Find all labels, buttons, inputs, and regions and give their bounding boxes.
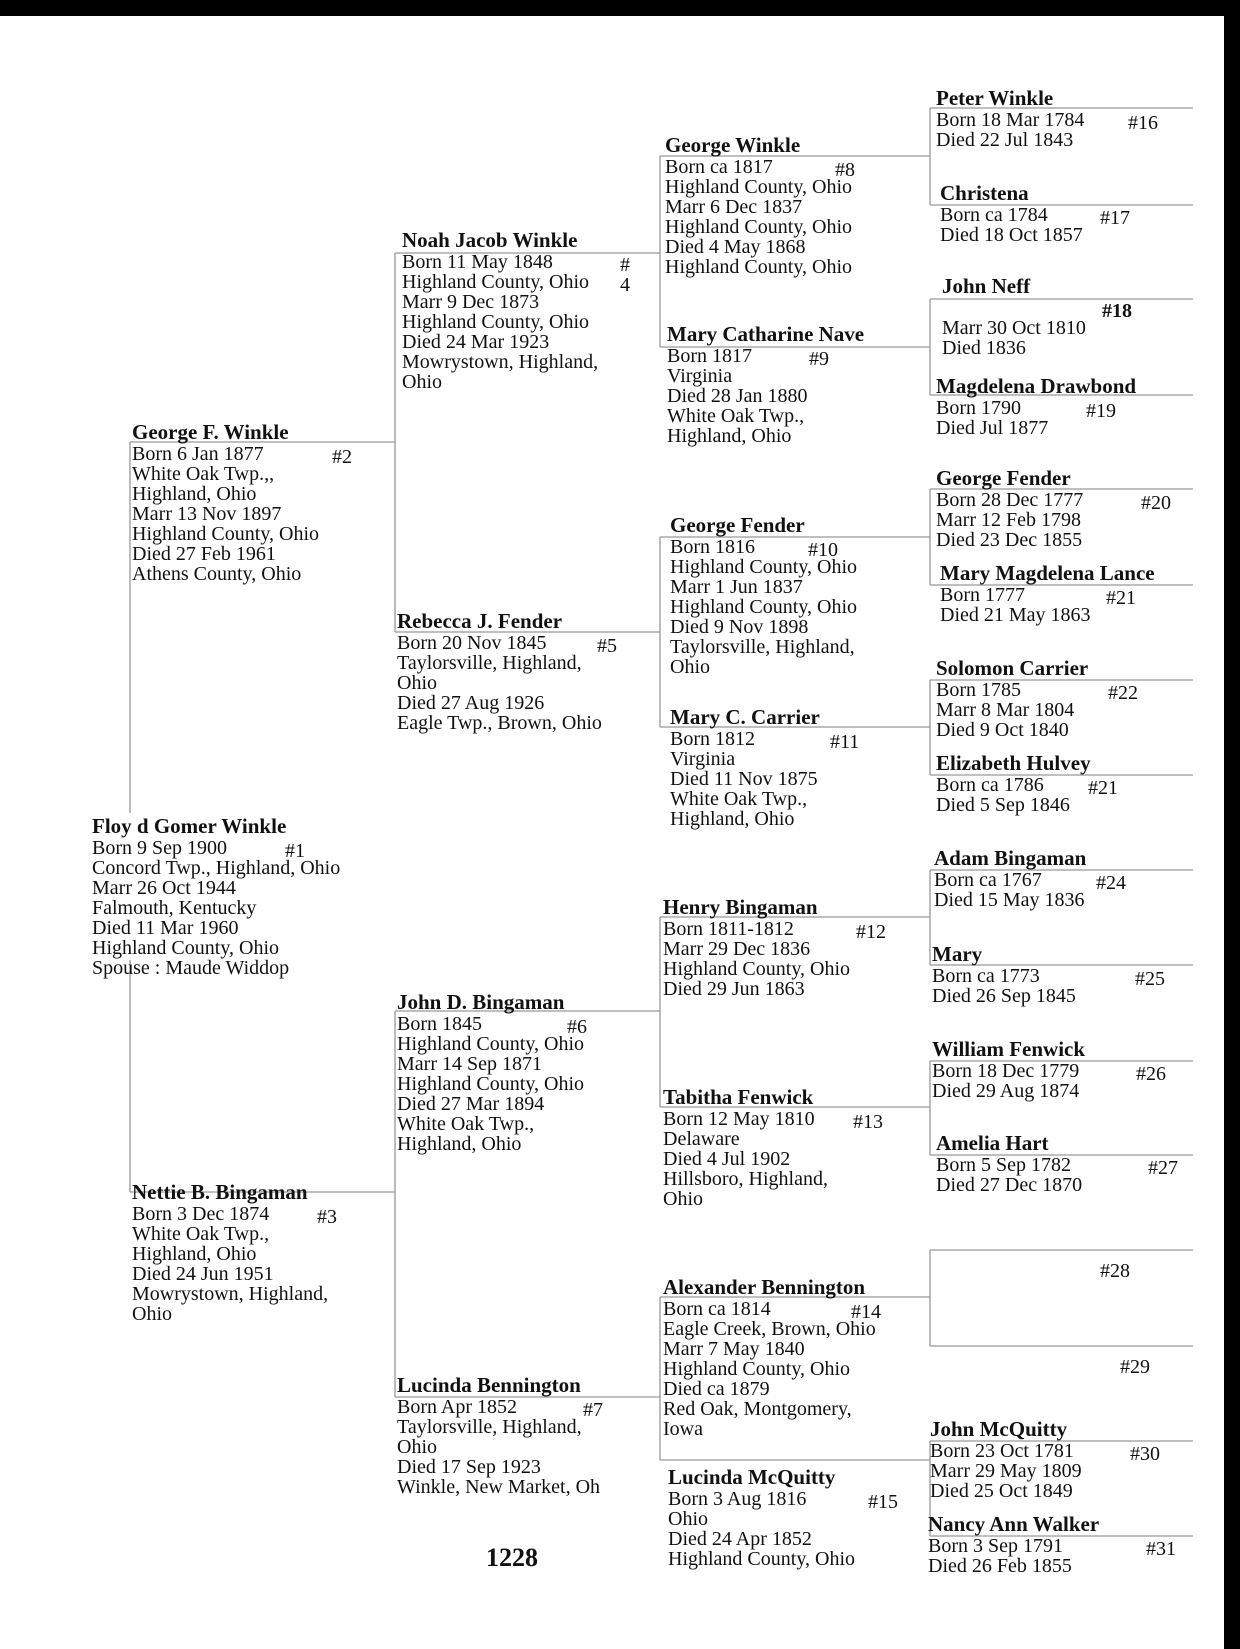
person-detail: Marr 14 Sep 1871 [397, 1053, 542, 1075]
ahnentafel-number: #12 [856, 921, 886, 943]
person-detail: Died 9 Nov 1898 [670, 616, 809, 638]
person-detail: Born 18 Dec 1779 [932, 1060, 1080, 1082]
person-detail: Born Apr 1852 [397, 1396, 517, 1418]
person-detail: Died 24 Mar 1923 [402, 331, 550, 353]
person-detail: Mowrystown, Highland, [132, 1283, 329, 1305]
ahnentafel-number: #19 [1086, 400, 1116, 422]
person-detail: Marr 8 Mar 1804 [936, 699, 1075, 721]
person-name: Tabitha Fenwick [663, 1085, 814, 1109]
person-name: Amelia Hart [936, 1131, 1049, 1155]
person-detail: Virginia [667, 365, 733, 387]
person-detail: Marr 6 Dec 1837 [665, 196, 803, 218]
person-name: Adam Bingaman [934, 846, 1087, 870]
person-detail: Born 28 Dec 1777 [936, 489, 1084, 511]
person-detail: Born 1811-1812 [663, 918, 794, 940]
person-1 [92, 814, 340, 978]
person-detail: Died 17 Sep 1923 [397, 1456, 541, 1478]
ahnentafel-number: #24 [1096, 872, 1126, 894]
person-detail: Marr 26 Oct 1944 [92, 877, 236, 899]
person-name: Christena [940, 181, 1029, 205]
person-name: John D. Bingaman [397, 990, 565, 1014]
person-name: George Fender [936, 466, 1071, 490]
person-detail: Died 11 Nov 1875 [670, 768, 818, 790]
person-detail: White Oak Twp., [132, 1223, 270, 1245]
person-detail: Ohio [663, 1188, 703, 1210]
person-detail: Died 11 Mar 1960 [92, 917, 239, 939]
person-detail: Marr 29 Dec 1836 [663, 938, 811, 960]
person-detail: Marr 12 Feb 1798 [936, 509, 1081, 531]
person-detail: Born ca 1767 [934, 869, 1042, 891]
ahnentafel-number: #20 [1141, 492, 1171, 514]
person-detail: Red Oak, Montgomery, [663, 1398, 852, 1420]
ahnentafel-number: #6 [567, 1016, 587, 1038]
person-name: Elizabeth Hulvey [936, 751, 1091, 775]
person-detail: Eagle Twp., Brown, Ohio [397, 712, 602, 734]
person-11 [670, 705, 860, 830]
person-26 [932, 1037, 1166, 1102]
person-detail: Highland, Ohio [397, 1133, 522, 1155]
ahnentafel-number: #21 [1106, 587, 1136, 609]
person-detail: Died 22 Jul 1843 [936, 129, 1074, 151]
person-10 [670, 513, 857, 677]
person-name: Magdelena Drawbond [936, 374, 1137, 398]
person-detail: Born 3 Sep 1791 [928, 1535, 1063, 1557]
person-detail: Died 26 Sep 1845 [932, 985, 1076, 1007]
person-name: Solomon Carrier [936, 656, 1089, 680]
person-detail: Died 21 May 1863 [940, 604, 1091, 626]
person-name: Rebecca J. Fender [397, 609, 563, 633]
person-detail: Hillsboro, Highland, [663, 1168, 828, 1190]
person-name: Nettie B. Bingaman [132, 1180, 308, 1204]
person-detail: Born 1812 [670, 728, 755, 750]
person-detail: Spouse : Maude Widdop [92, 957, 290, 979]
person-detail: Born ca 1773 [932, 965, 1040, 987]
ahnentafel-number: #11 [830, 731, 860, 753]
person-detail: Ohio [132, 1303, 172, 1325]
person-name: George Winkle [665, 133, 801, 157]
person-detail: Died 26 Feb 1855 [928, 1555, 1072, 1577]
person-detail: Marr 13 Nov 1897 [132, 503, 282, 525]
ahnentafel-number: #2 [332, 446, 352, 468]
person-detail [942, 298, 1086, 318]
person-7 [397, 1373, 603, 1498]
person-detail: Highland County, Ohio [670, 596, 858, 618]
person-detail: Highland County, Ohio [663, 958, 851, 980]
person-detail: Born 6 Jan 1877 [132, 443, 264, 465]
person-detail: Highland County, Ohio [132, 523, 320, 545]
person-name: William Fenwick [932, 1037, 1086, 1061]
person-31 [928, 1512, 1176, 1577]
person-detail: Died Jul 1877 [936, 417, 1049, 439]
person-detail: Died 23 Dec 1855 [936, 529, 1083, 551]
person-detail: White Oak Twp., [397, 1113, 535, 1135]
person-12 [663, 895, 886, 1000]
person-6 [397, 990, 587, 1155]
person-detail: Marr 9 Dec 1873 [402, 291, 540, 313]
person-detail: Died 25 Oct 1849 [930, 1480, 1073, 1502]
person-detail: Born 1790 [936, 397, 1021, 419]
person-detail: Died 1836 [942, 337, 1026, 359]
ahnentafel-number: #10 [808, 539, 838, 561]
ahnentafel-number: #13 [853, 1111, 883, 1133]
person-detail: Ohio [670, 656, 710, 678]
person-detail: Mowrystown, Highland, [402, 351, 599, 373]
person-9 [667, 322, 864, 446]
ahnentafel-number: #14 [851, 1301, 881, 1323]
person-name: George F. Winkle [132, 420, 289, 444]
person-detail: Died 4 Jul 1902 [663, 1148, 791, 1170]
person-25 [932, 942, 1165, 1007]
person-detail: Ohio [668, 1508, 708, 1530]
person-17 [940, 181, 1130, 246]
person-name: Noah Jacob Winkle [402, 228, 578, 252]
ahnentafel-number: #25 [1135, 968, 1165, 990]
person-detail: Highland County, Ohio [670, 556, 858, 578]
person-name: George Fender [670, 513, 805, 537]
person-name: Nancy Ann Walker [928, 1512, 1100, 1536]
person-detail: Ohio [397, 672, 437, 694]
person-21 [940, 561, 1155, 625]
person-detail: Iowa [663, 1418, 703, 1440]
person-name: Lucinda McQuitty [668, 1465, 836, 1489]
page-number: 1228 [486, 1543, 538, 1572]
person-detail: Highland County, Ohio [665, 216, 853, 238]
person-22 [936, 656, 1138, 741]
person-detail: Died 18 Oct 1857 [940, 224, 1083, 246]
person-detail: Died 24 Apr 1852 [668, 1528, 812, 1550]
person-8 [665, 133, 855, 278]
person-name: Alexander Bennington [663, 1275, 866, 1299]
person-15 [668, 1465, 898, 1570]
ahnentafel-number-28: #28 [1100, 1260, 1130, 1282]
person-detail: Died 9 Oct 1840 [936, 719, 1069, 741]
person-detail: Born ca 1786 [936, 774, 1044, 796]
ahnentafel-number-29: #29 [1120, 1356, 1150, 1378]
person-name: Mary [932, 942, 983, 966]
person-4 [402, 228, 630, 393]
person-detail: Died 27 Feb 1961 [132, 543, 276, 565]
person-detail: Born ca 1817 [665, 156, 773, 178]
person-detail: Taylorsville, Highland, [670, 636, 855, 658]
person-name: Mary Catharine Nave [667, 322, 865, 346]
person-detail: Died 29 Jun 1863 [663, 978, 805, 1000]
person-detail: Died 24 Jun 1951 [132, 1263, 274, 1285]
person-detail: Athens County, Ohio [132, 563, 302, 585]
ahnentafel-number: #17 [1100, 207, 1130, 229]
person-name: John Neff [942, 274, 1031, 298]
person-detail: Ohio [402, 371, 442, 393]
person-name: Peter Winkle [936, 86, 1054, 110]
person-detail: Born 1845 [397, 1013, 482, 1035]
person-detail: Marr 29 May 1809 [930, 1460, 1082, 1482]
person-3 [132, 1180, 337, 1325]
person-16 [936, 86, 1158, 151]
ahnentafel-number: #7 [583, 1399, 603, 1421]
person-24 [934, 846, 1126, 911]
ahnentafel-number: #31 [1146, 1538, 1176, 1560]
ahnentafel-number: #3 [317, 1206, 337, 1228]
ahnentafel-number: # 4 [620, 254, 630, 296]
person-detail: Marr 7 May 1840 [663, 1338, 805, 1360]
ahnentafel-number: #16 [1128, 112, 1158, 134]
person-detail: White Oak Twp.,, [132, 463, 275, 485]
person-detail: Highland County, Ohio [92, 937, 280, 959]
person-detail: Born 1817 [667, 345, 752, 367]
person-detail: Taylorsville, Highland, [397, 652, 582, 674]
person-detail: Highland County, Ohio [665, 176, 853, 198]
person-name: Lucinda Bennington [397, 1373, 581, 1397]
ahnentafel-number: #9 [809, 348, 829, 370]
person-2 [132, 420, 352, 585]
person-name: Henry Bingaman [663, 895, 818, 919]
person-detail: Born 3 Dec 1874 [132, 1203, 270, 1225]
person-detail: Died 29 Aug 1874 [932, 1080, 1080, 1102]
ahnentafel-number: #18 [1102, 300, 1132, 322]
person-name: Mary C. Carrier [670, 705, 820, 729]
ahnentafel-number: #26 [1136, 1063, 1166, 1085]
person-detail: Died 27 Mar 1894 [397, 1093, 545, 1115]
person-detail: Born 18 Mar 1784 [936, 109, 1085, 131]
person-detail: Marr 1 Jun 1837 [670, 576, 803, 598]
person-detail: Ohio [397, 1436, 437, 1458]
person-detail: Born 23 Oct 1781 [930, 1440, 1074, 1462]
person-19 [936, 374, 1136, 438]
person-18 [942, 274, 1132, 359]
person-detail: Died 15 May 1836 [934, 889, 1085, 911]
person-30 [930, 1417, 1160, 1502]
ahnentafel-number: #30 [1130, 1443, 1160, 1465]
person-detail: Born 20 Nov 1845 [397, 632, 547, 654]
person-detail: Eagle Creek, Brown, Ohio [663, 1318, 876, 1340]
person-detail: Taylorsville, Highland, [397, 1416, 582, 1438]
person-detail: Born 3 Aug 1816 [668, 1488, 807, 1510]
person-detail: Died 5 Sep 1846 [936, 794, 1070, 816]
person-5 [397, 609, 617, 734]
person-name: John McQuitty [930, 1417, 1068, 1441]
person-detail: Highland County, Ohio [402, 271, 590, 293]
person-detail: Highland County, Ohio [665, 256, 853, 278]
ahnentafel-number: #22 [1108, 682, 1138, 704]
person-detail: Died ca 1879 [663, 1378, 770, 1400]
person-detail: Died 27 Aug 1926 [397, 692, 545, 714]
person-detail: Born ca 1784 [940, 204, 1048, 226]
person-detail: Born ca 1814 [663, 1298, 771, 1320]
person-detail: Virginia [670, 748, 736, 770]
person-detail: Highland, Ohio [667, 425, 792, 447]
ahnentafel-number: #21 [1088, 777, 1118, 799]
person-detail: Concord Twp., Highland, Ohio [92, 857, 341, 879]
person-detail: Born 9 Sep 1900 [92, 837, 227, 859]
person-detail: Highland, Ohio [670, 808, 795, 830]
person-detail: Delaware [663, 1128, 740, 1150]
person-detail: White Oak Twp., [667, 405, 805, 427]
ahnentafel-number: #1 [285, 840, 305, 862]
person-detail: Winkle, New Market, Oh [397, 1476, 601, 1498]
person-23 [936, 751, 1118, 816]
person-detail: Highland, Ohio [132, 1243, 257, 1265]
person-14 [663, 1275, 881, 1440]
person-detail: Born 12 May 1810 [663, 1108, 815, 1130]
person-name: Mary Magdelena Lance [940, 561, 1155, 585]
person-detail: Highland, Ohio [132, 483, 257, 505]
person-detail: Highland County, Ohio [402, 311, 590, 333]
person-27 [936, 1131, 1178, 1196]
person-detail: Died 28 Jan 1880 [667, 385, 808, 407]
person-detail: Died 4 May 1868 [665, 236, 806, 258]
ahnentafel-number: #8 [835, 159, 855, 181]
person-detail: Falmouth, Kentucky [92, 897, 257, 919]
person-20 [936, 466, 1171, 551]
person-detail: Born 5 Sep 1782 [936, 1154, 1071, 1176]
person-detail: Highland County, Ohio [397, 1033, 585, 1055]
person-detail: Born 11 May 1848 [402, 251, 553, 273]
person-detail: Born 1785 [936, 679, 1021, 701]
person-detail: Died 27 Dec 1870 [936, 1174, 1083, 1196]
person-detail: Highland County, Ohio [663, 1358, 851, 1380]
person-detail: Born 1816 [670, 536, 755, 558]
person-detail: Born 1777 [940, 584, 1025, 606]
person-name: Floy d Gomer Winkle [92, 814, 287, 838]
person-detail: White Oak Twp., [670, 788, 808, 810]
ahnentafel-number: #27 [1148, 1157, 1178, 1179]
person-13 [663, 1085, 883, 1210]
ahnentafel-number: #15 [868, 1491, 898, 1513]
person-detail: Marr 30 Oct 1810 [942, 317, 1086, 339]
person-detail: Highland County, Ohio [397, 1073, 585, 1095]
person-detail: Highland County, Ohio [668, 1548, 856, 1570]
ahnentafel-number: #5 [597, 635, 617, 657]
